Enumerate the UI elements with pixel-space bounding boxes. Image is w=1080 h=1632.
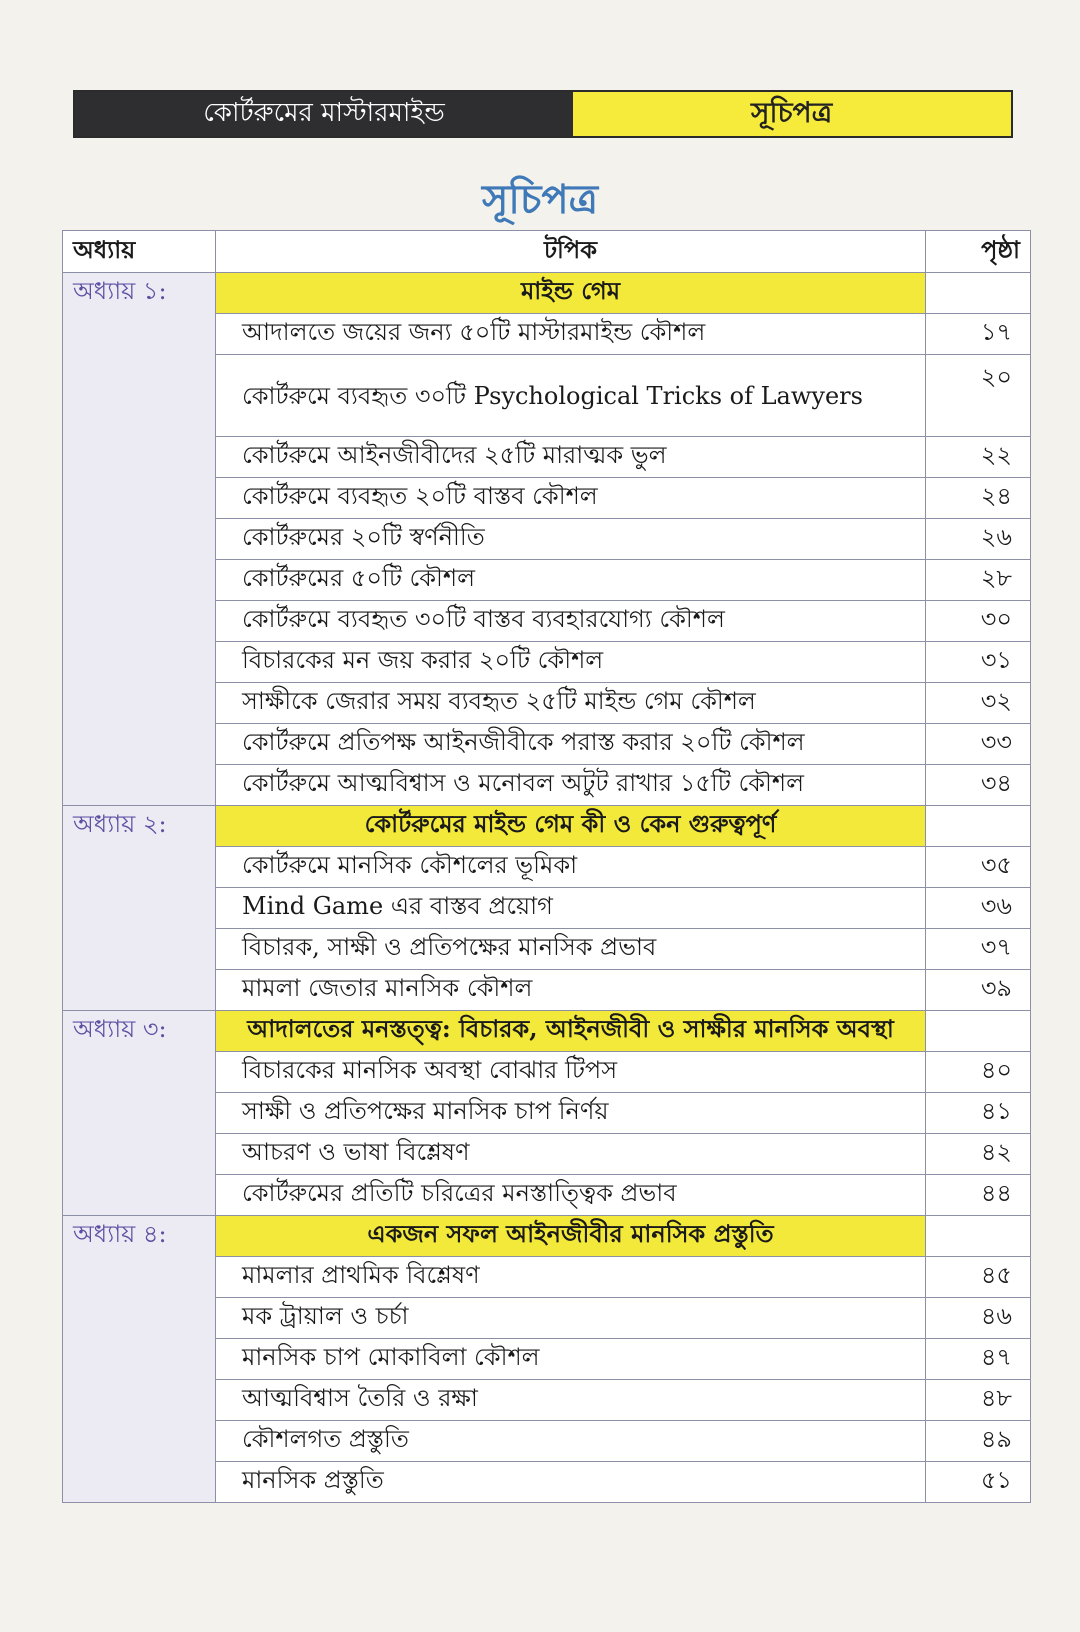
entry-page: ১৭ [926, 314, 1031, 355]
entry-topic: কোর্টরুমে প্রতিপক্ষ আইনজীবীকে পরাস্ত করার ২০টি কৌশল [216, 724, 926, 765]
entry-page: ৪৭ [926, 1339, 1031, 1380]
entry-topic: Mind Game এর বাস্তব প্রয়োগ [216, 888, 926, 929]
chapter-row [63, 273, 1031, 314]
entry-topic: কোর্টরুমে ব্যবহৃত ২০টি বাস্তব কৌশল [216, 478, 926, 519]
page-title: সূচিপত্র [482, 176, 598, 223]
entry-topic: মামলার প্রাথমিক বিশ্লেষণ [216, 1257, 926, 1298]
entry-topic: বিচারকের মানসিক অবস্থা বোঝার টিপস [216, 1052, 926, 1093]
entry-topic: সাক্ষী ও প্রতিপক্ষের মানসিক চাপ নির্ণয় [216, 1093, 926, 1134]
entry-page: ৩২ [926, 683, 1031, 724]
entry-page: ৪৬ [926, 1298, 1031, 1339]
chapter-title: কোর্টরুমের মাইন্ড গেম কী ও কেন গুরুত্বপূর্ণ [216, 806, 926, 847]
entry-page: ৪৫ [926, 1257, 1031, 1298]
entry-page: ৩৫ [926, 847, 1031, 888]
entry-topic: মক ট্রায়াল ও চর্চা [216, 1298, 926, 1339]
entry-topic: আত্মবিশ্বাস তৈরি ও রক্ষা [216, 1380, 926, 1421]
entry-topic: সাক্ষীকে জেরার সময় ব্যবহৃত ২৫টি মাইন্ড গেম কৌশল [216, 683, 926, 724]
entry-topic: কোর্টরুমে মানসিক কৌশলের ভূমিকা [216, 847, 926, 888]
entry-topic: বিচারক, সাক্ষী ও প্রতিপক্ষের মানসিক প্রভাব [216, 929, 926, 970]
chapter-label: অধ্যায় ১: [63, 273, 216, 806]
entry-page: ২৪ [926, 478, 1031, 519]
chapter-row [63, 1011, 1031, 1052]
entry-page: ২২ [926, 437, 1031, 478]
chapter-title-page-cell [926, 1011, 1031, 1052]
chapter-label: অধ্যায় ২: [63, 806, 216, 1011]
entry-page: ৫১ [926, 1462, 1031, 1503]
toc-header-row [63, 231, 1031, 273]
entry-page: ৪৮ [926, 1380, 1031, 1421]
entry-topic: কৌশলগত প্রস্তুতি [216, 1421, 926, 1462]
entry-page: ২০ [926, 355, 1031, 437]
header-section-label: সূচিপত্র [573, 92, 1011, 136]
col-header-topic: টপিক [216, 231, 926, 273]
chapter-title-page-cell [926, 273, 1031, 314]
entry-page: ৪৪ [926, 1175, 1031, 1216]
entry-page: ৩৪ [926, 765, 1031, 806]
col-header-chapter: অধ্যায় [63, 231, 216, 273]
entry-topic: মানসিক চাপ মোকাবিলা কৌশল [216, 1339, 926, 1380]
chapter-row [63, 806, 1031, 847]
chapter-title: মাইন্ড গেম [216, 273, 926, 314]
chapter-row [63, 1216, 1031, 1257]
header-book-title: কোর্টরুমের মাস্টারমাইন্ড [75, 92, 573, 136]
entry-topic: বিচারকের মন জয় করার ২০টি কৌশল [216, 642, 926, 683]
entry-topic: মানসিক প্রস্তুতি [216, 1462, 926, 1503]
entry-topic: আচরণ ও ভাষা বিশ্লেষণ [216, 1134, 926, 1175]
entry-page: ৪২ [926, 1134, 1031, 1175]
entry-page: ৩৩ [926, 724, 1031, 765]
entry-page: ৩১ [926, 642, 1031, 683]
chapter-label: অধ্যায় ৩: [63, 1011, 216, 1216]
entry-page: ২৮ [926, 560, 1031, 601]
toc-table [62, 230, 1031, 1503]
entry-page: ৩৬ [926, 888, 1031, 929]
entry-page: ৪১ [926, 1093, 1031, 1134]
entry-topic: কোর্টরুমে ব্যবহৃত ৩০টি বাস্তব ব্যবহারযোগ্য কৌশল [216, 601, 926, 642]
entry-topic: কোর্টরুমের ২০টি স্বর্ণনীতি [216, 519, 926, 560]
chapter-label: অধ্যায় ৪: [63, 1216, 216, 1503]
entry-topic: কোর্টরুমের ৫০টি কৌশল [216, 560, 926, 601]
chapter-title-page-cell [926, 806, 1031, 847]
entry-topic: কোর্টরুমের প্রতিটি চরিত্রের মনস্তাত্ত্বিক প্রভাব [216, 1175, 926, 1216]
entry-topic: মামলা জেতার মানসিক কৌশল [216, 970, 926, 1011]
entry-page: ৪০ [926, 1052, 1031, 1093]
entry-page: ৩৭ [926, 929, 1031, 970]
entry-topic: আদালতে জয়ের জন্য ৫০টি মাস্টারমাইন্ড কৌশল [216, 314, 926, 355]
entry-page: ২৬ [926, 519, 1031, 560]
chapter-title: একজন সফল আইনজীবীর মানসিক প্রস্তুতি [216, 1216, 926, 1257]
entry-page: ৩৯ [926, 970, 1031, 1011]
entry-topic: কোর্টরুমে ব্যবহৃত ৩০টি Psychological Tricks of Lawyers [216, 355, 926, 437]
entry-page: ৪৯ [926, 1421, 1031, 1462]
chapter-title: আদালতের মনস্তত্ত্ব: বিচারক, আইনজীবী ও সাক্ষীর মানসিক অবস্থা [216, 1011, 926, 1052]
chapter-title-page-cell [926, 1216, 1031, 1257]
entry-topic: কোর্টরুমে আত্মবিশ্বাস ও মনোবল অটুট রাখার ১৫টি কৌশল [216, 765, 926, 806]
entry-page: ৩০ [926, 601, 1031, 642]
col-header-page: পৃষ্ঠা [926, 231, 1031, 273]
entry-topic: কোর্টরুমে আইনজীবীদের ২৫টি মারাত্মক ভুল [216, 437, 926, 478]
running-header [73, 90, 1013, 138]
